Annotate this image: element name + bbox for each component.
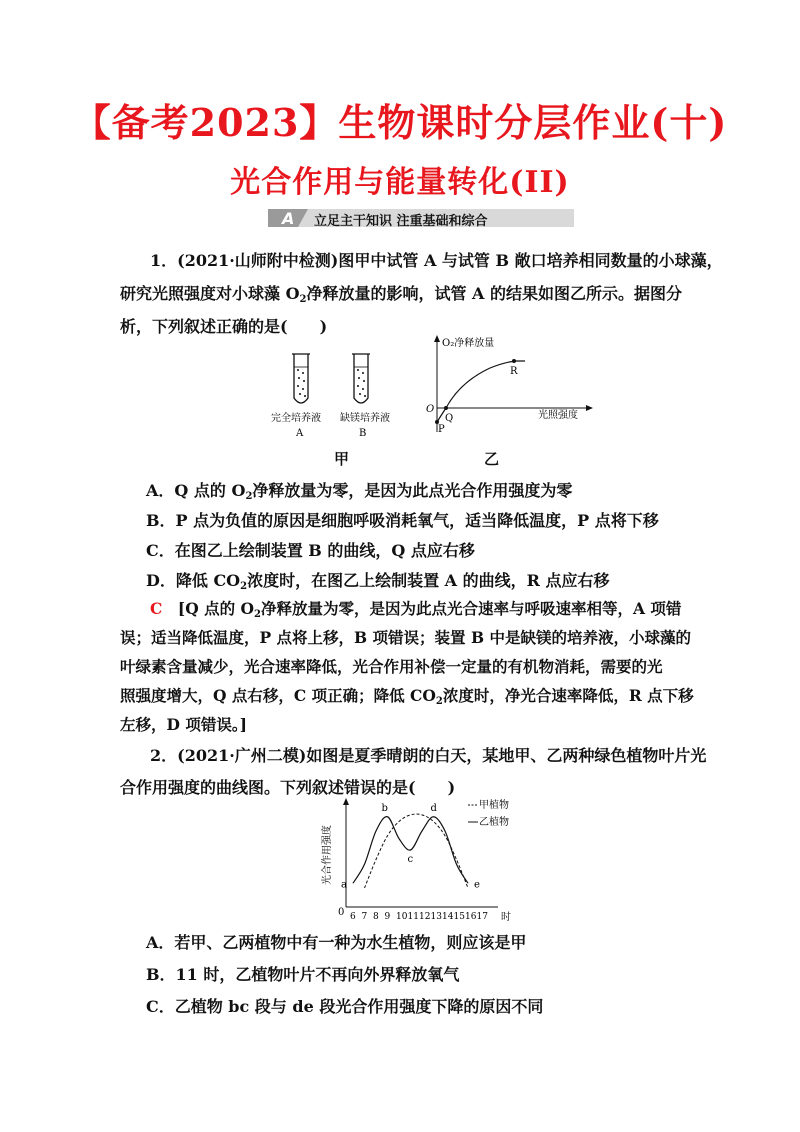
q1-stem-line2: 研究光照强度对小球藻 $O_2$净释放量的影响，试管 A 的结果如图乙所示。据图分	[120, 284, 683, 305]
tube-b-label: 缺镁培养液	[340, 413, 390, 424]
q2-stem-line2: 合作用强度的曲线图。下列叙述错误的是( )	[120, 778, 456, 797]
point-label-b: b	[381, 802, 388, 814]
q1-option-c: C．在图乙上绘制装置 B 的曲线，Q 点应右移	[146, 541, 475, 560]
x-tick-label: 17	[476, 912, 488, 922]
yi-point-q	[444, 406, 448, 410]
point-label-e: e	[474, 879, 480, 891]
q2-chart	[318, 795, 518, 923]
q2-xticks	[350, 912, 488, 922]
q2-option-b: B．11 时，乙植物叶片不再向外界释放氧气	[146, 965, 460, 984]
yi-label-p: P	[438, 424, 445, 435]
q1-option-d: D．降低 $CO_2$浓度时，在图乙上绘制装置 A 的曲线，R 点应右移	[146, 571, 610, 592]
x-tick-label: 13	[430, 912, 442, 922]
banner-letter: A	[282, 209, 295, 228]
test-tube-a	[292, 354, 310, 403]
x-tick-label: 10	[396, 912, 408, 922]
test-tube-b	[352, 354, 370, 403]
page-subtitle: 光合作用与能量转化(II)	[230, 165, 570, 200]
q2-xunit: 时	[501, 912, 511, 923]
tube-a-letter: A	[296, 428, 304, 439]
q1-explanation-line3: 叶绿素含量减少，光合速率降低，光合作用补偿一定量的有机物消耗，需要的光	[120, 657, 663, 676]
q1-explanation-line2: 误；适当降低温度，P 点将上移，B 项错误；装置 B 中是缺镁的培养液，小球藻的	[120, 628, 691, 647]
yi-origin: O	[426, 404, 435, 415]
tube-b-letter: B	[359, 428, 367, 439]
q1-explanation-line5: 左移，D 项错误。]	[120, 715, 247, 734]
q2-option-c: C．乙植物 bc 段与 de 段光合作用强度下降的原因不同	[146, 997, 544, 1016]
x-tick-label: 16	[465, 912, 477, 922]
q1-stem-line1: 1．(2021·山师附中检测)图甲中试管 A 与试管 B 敞口培养相同数量的小球藻，	[150, 251, 723, 270]
point-label-a: a	[341, 879, 347, 891]
x-tick-label: 14	[442, 912, 454, 922]
x-tick-label: 12	[419, 912, 431, 922]
q2-legend	[468, 798, 509, 828]
x-tick-label: 11	[407, 912, 419, 922]
x-tick-label: 8	[373, 912, 379, 922]
yi-label-q: Q	[445, 413, 454, 424]
q2-option-a: A．若甲、乙两植物中有一种为水生植物，则应该是甲	[146, 933, 527, 952]
q1-explanation-line4: 照强度增大，Q 点右移，C 项正确；降低 $CO_2$浓度时，净光合速率降低，R 点下移	[120, 686, 694, 707]
point-label-d: d	[430, 802, 437, 814]
q1-option-b: B．P 点为负值的原因是细胞呼吸消耗氧气，适当降低温度，P 点将下移	[146, 511, 659, 530]
x-tick-label: 15	[453, 912, 465, 922]
figure-jia-caption: 甲	[334, 450, 350, 468]
figure-yi-caption: 乙	[484, 450, 500, 468]
q1-stem-line3: 析，下列叙述正确的是( )	[120, 317, 328, 336]
legend-jia: 甲植物	[479, 800, 509, 811]
legend-yi: 乙植物	[479, 817, 509, 828]
figure-yi-chart	[420, 332, 595, 437]
page-title: 【备考2023】生物课时分层作业(十)	[72, 100, 728, 145]
yi-ylabel: O₂净释放量	[442, 338, 495, 349]
banner-text: 立足主干知识 注重基础和综合	[314, 214, 488, 229]
q2-ylabel: 光合作用强度	[322, 825, 333, 885]
q1-explanation-line1: C [Q 点的 $O_2$净释放量为零，是因为此点光合速率与呼吸速率相等，A 项错	[150, 599, 682, 620]
q1-option-a: A．Q 点的 $O_2$净释放量为零，是因为此点光合作用强度为零	[146, 481, 573, 502]
tube-a-label: 完全培养液	[271, 413, 321, 424]
q2-point-labels	[341, 803, 480, 891]
q2-stem-line1: 2．(2021·广州二模)如图是夏季晴朗的白天，某地甲、乙两种绿色植物叶片光	[150, 746, 707, 765]
x-tick-label: 7	[361, 912, 368, 922]
yi-xlabel: 光照强度	[538, 410, 578, 421]
q1-answer: C	[150, 599, 163, 618]
x-tick-label: 6	[350, 912, 356, 922]
yi-point-r	[512, 359, 516, 363]
x-tick-label: 9	[384, 912, 391, 922]
figure-jia-test-tubes	[268, 348, 418, 443]
yi-label-r: R	[510, 366, 518, 377]
section-banner	[268, 207, 574, 229]
q2-origin: 0	[338, 907, 345, 918]
point-label-c: c	[407, 854, 414, 865]
